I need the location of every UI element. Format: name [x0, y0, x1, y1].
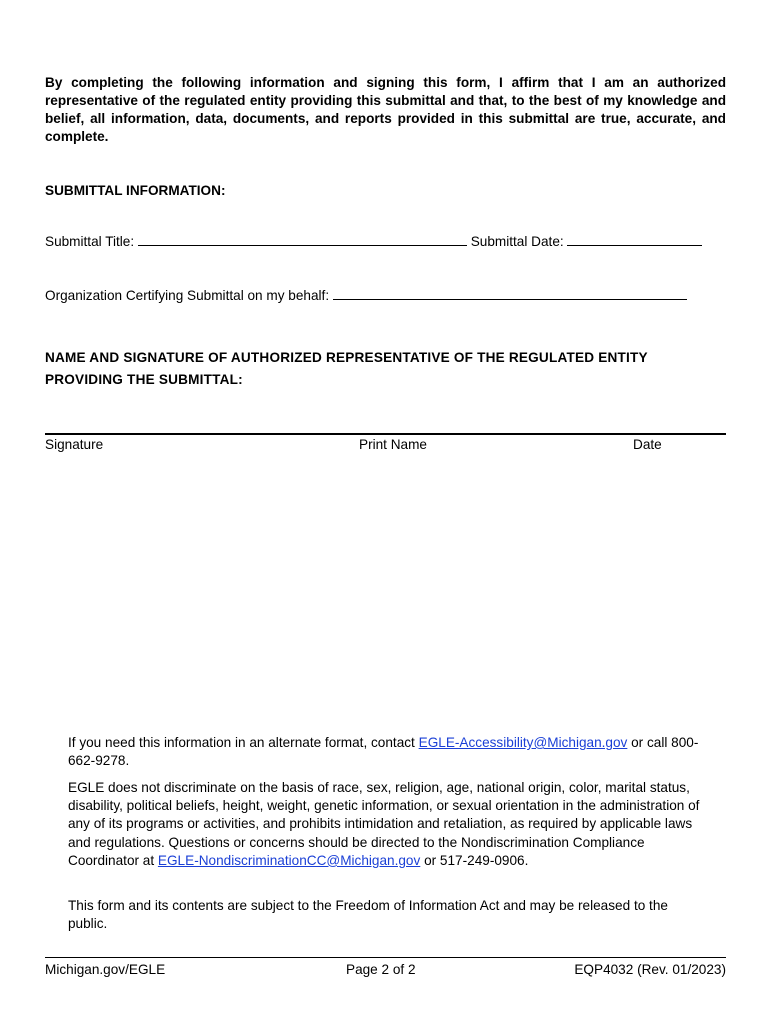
nondiscrimination-email-link[interactable]: EGLE-NondiscriminationCC@Michigan.gov — [157, 852, 421, 868]
footer-website: Michigan.gov/EGLE — [45, 962, 166, 977]
date-label: Date — [633, 437, 662, 452]
submittal-date-label: Submittal Date: — [470, 234, 564, 249]
signature-label: Signature — [45, 437, 104, 452]
nondiscrimination-text: EGLE does not discriminate on the basis of race, sex, religion, age, national origin, color, marital status, disability, political beliefs, height, weight, genetic information, or sexual orientation in the administration of any of its programs or activities, and prohibits intimidation and retaliation, as required by applicable laws and regulations. Questions or concerns should be directed to the Nondiscrimination Compliance Coordinator at — [68, 780, 700, 868]
submittal-title-row — [45, 233, 702, 251]
affirmation-statement: By completing the following information and signing this form, I affirm that I am an authorized representative of the regulated entity providing this submittal and that, to the best of my knowledge and belief, all information, data, documents, and reports provided in this submittal are true, accurate, and complete. — [45, 75, 726, 144]
print-name-label: Print Name — [359, 437, 427, 452]
footer-form-id: EQP4032 (Rev. 01/2023) — [574, 962, 726, 977]
organization-field[interactable] — [333, 287, 687, 300]
submittal-info-heading: SUBMITTAL INFORMATION: — [45, 183, 226, 198]
footer-page-number: Page 2 of 2 — [346, 962, 416, 977]
footer-divider — [45, 957, 726, 958]
organization-label: Organization Certifying Submittal on my behalf: — [45, 288, 330, 303]
foia-notice: This form and its contents are subject to the Freedom of Information Act and may be released to the public. — [68, 898, 668, 932]
submittal-title-label: Submittal Title: — [45, 234, 135, 249]
accessibility-email-link[interactable]: EGLE-Accessibility@Michigan.gov — [418, 735, 628, 750]
signature-line[interactable] — [45, 433, 726, 435]
alt-format-prefix: If you need this information in an alternate format, contact — [68, 735, 419, 750]
alt-format-suffix: or call 800-662-9278. — [68, 735, 699, 769]
nondiscrimination-notice — [68, 779, 708, 870]
submittal-date-field[interactable] — [567, 233, 702, 246]
signature-section-heading: NAME AND SIGNATURE OF AUTHORIZED REPRESENTATIVE OF THE REGULATED ENTITY PROVIDING THE SUBMITTAL: — [45, 350, 648, 387]
submittal-title-field[interactable] — [138, 233, 467, 246]
organization-row — [45, 287, 687, 305]
alternate-format-notice — [68, 734, 708, 770]
nondiscrimination-suffix: or 517-249-0906. — [420, 852, 529, 868]
